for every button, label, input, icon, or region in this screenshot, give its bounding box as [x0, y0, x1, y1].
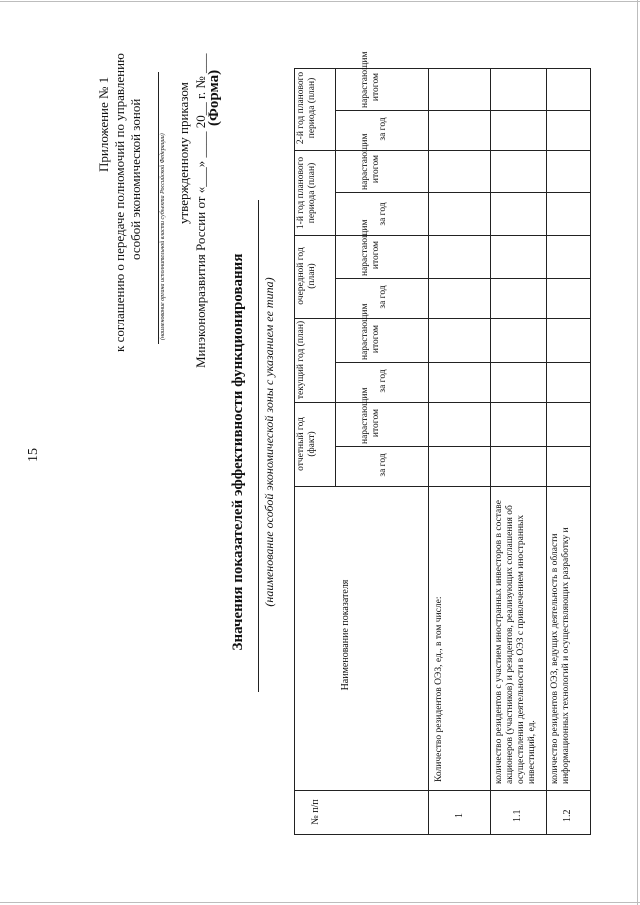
sub-header-total-0: нарастающим итогом	[360, 387, 381, 444]
scan-edge-top	[0, 1, 640, 2]
num-col-divider	[294, 790, 591, 791]
appendix-line1: Приложение № 1	[96, 76, 111, 172]
period-header-3: 1-й год планового периода (план)	[296, 156, 317, 230]
period-divider-3	[294, 235, 591, 236]
document-title: Значения показателей эффективности функционирования	[230, 253, 246, 651]
row-1.1-name: количество резидентов с участием иностранных инвесторов в составе акционеров (участников) и резидентов, реализующих соглашения об осуществлении деятельности в ОЭЗ с привлечением иностранных инвестиций, ед.	[494, 500, 537, 784]
period-header-4: 2-й год планового периода (план)	[296, 71, 317, 145]
row-divider-1	[490, 68, 491, 835]
appendix-line2: к соглашению о передаче полномочий по управлению	[112, 53, 127, 352]
appendix-subscript: (наименование органа исполнительной власти субъекта Российской Федерации)	[160, 133, 166, 340]
sub-header-total-1: нарастающим итогом	[360, 303, 381, 360]
appendix-approved1: утвержденному приказом	[176, 82, 191, 224]
sub-divider-2	[335, 362, 591, 363]
scan-edge-bottom	[0, 902, 640, 903]
appendix-approved2: Минэкономразвития России от «___» ____ 20__ г. № ___	[193, 53, 208, 368]
period-header-2: очередной год (план)	[296, 247, 317, 305]
sub-header-year-1: за год	[378, 369, 388, 393]
sub-divider-3	[335, 278, 591, 279]
period-divider-2	[294, 318, 591, 319]
sub-divider-4	[335, 192, 591, 193]
period-divider-1	[294, 402, 591, 403]
sub-header-year-3: за год	[378, 202, 388, 226]
sub-divider-1	[335, 446, 591, 447]
period-divider-4	[294, 150, 591, 151]
page-number: 15	[26, 448, 41, 462]
table-border-left	[294, 68, 295, 835]
header-body-divider	[428, 68, 429, 835]
row-1.1-num: 1.1	[512, 809, 523, 822]
sub-header-year-2: за год	[378, 285, 388, 309]
period-header-1: текущий год (план)	[296, 320, 306, 400]
document-subtitle: (наименование особой экономической зоны с указанием ее типа)	[262, 277, 276, 607]
scan-edge-right	[637, 0, 638, 905]
name-col-divider	[294, 486, 591, 487]
row-divider-2	[546, 68, 547, 835]
subtitle-underline	[258, 200, 259, 692]
col-name-header: Наименование показателя	[340, 579, 351, 691]
sub-header-year-4: за год	[378, 117, 388, 141]
appendix-line3: особой экономической зоной	[128, 98, 143, 260]
appendix-underline	[158, 72, 159, 344]
table-border-right	[590, 68, 591, 835]
sub-header-total-3: нарастающим итогом	[360, 133, 381, 190]
col-num-header: № п/п	[310, 799, 321, 825]
row-1.2-num: 1.2	[562, 809, 573, 822]
sub-header-total-2: нарастающим итогом	[360, 219, 381, 276]
row-1-num: 1	[454, 813, 465, 818]
form-label: (Форма)	[206, 69, 222, 126]
header-divider-1	[335, 68, 336, 486]
sub-header-total-4: нарастающим итогом	[360, 51, 381, 108]
sub-divider-5	[335, 110, 591, 111]
period-header-0: отчетный год (факт)	[296, 417, 317, 471]
row-1-name: Количество резидентов ОЭЗ, ед., в том числе:	[434, 596, 444, 782]
row-1.2-name: количество резидентов ОЭЗ, ведущих деятельность в области информационных технологий и осуществляющих разработку и	[550, 527, 571, 784]
sub-header-year-0: за год	[378, 453, 388, 477]
